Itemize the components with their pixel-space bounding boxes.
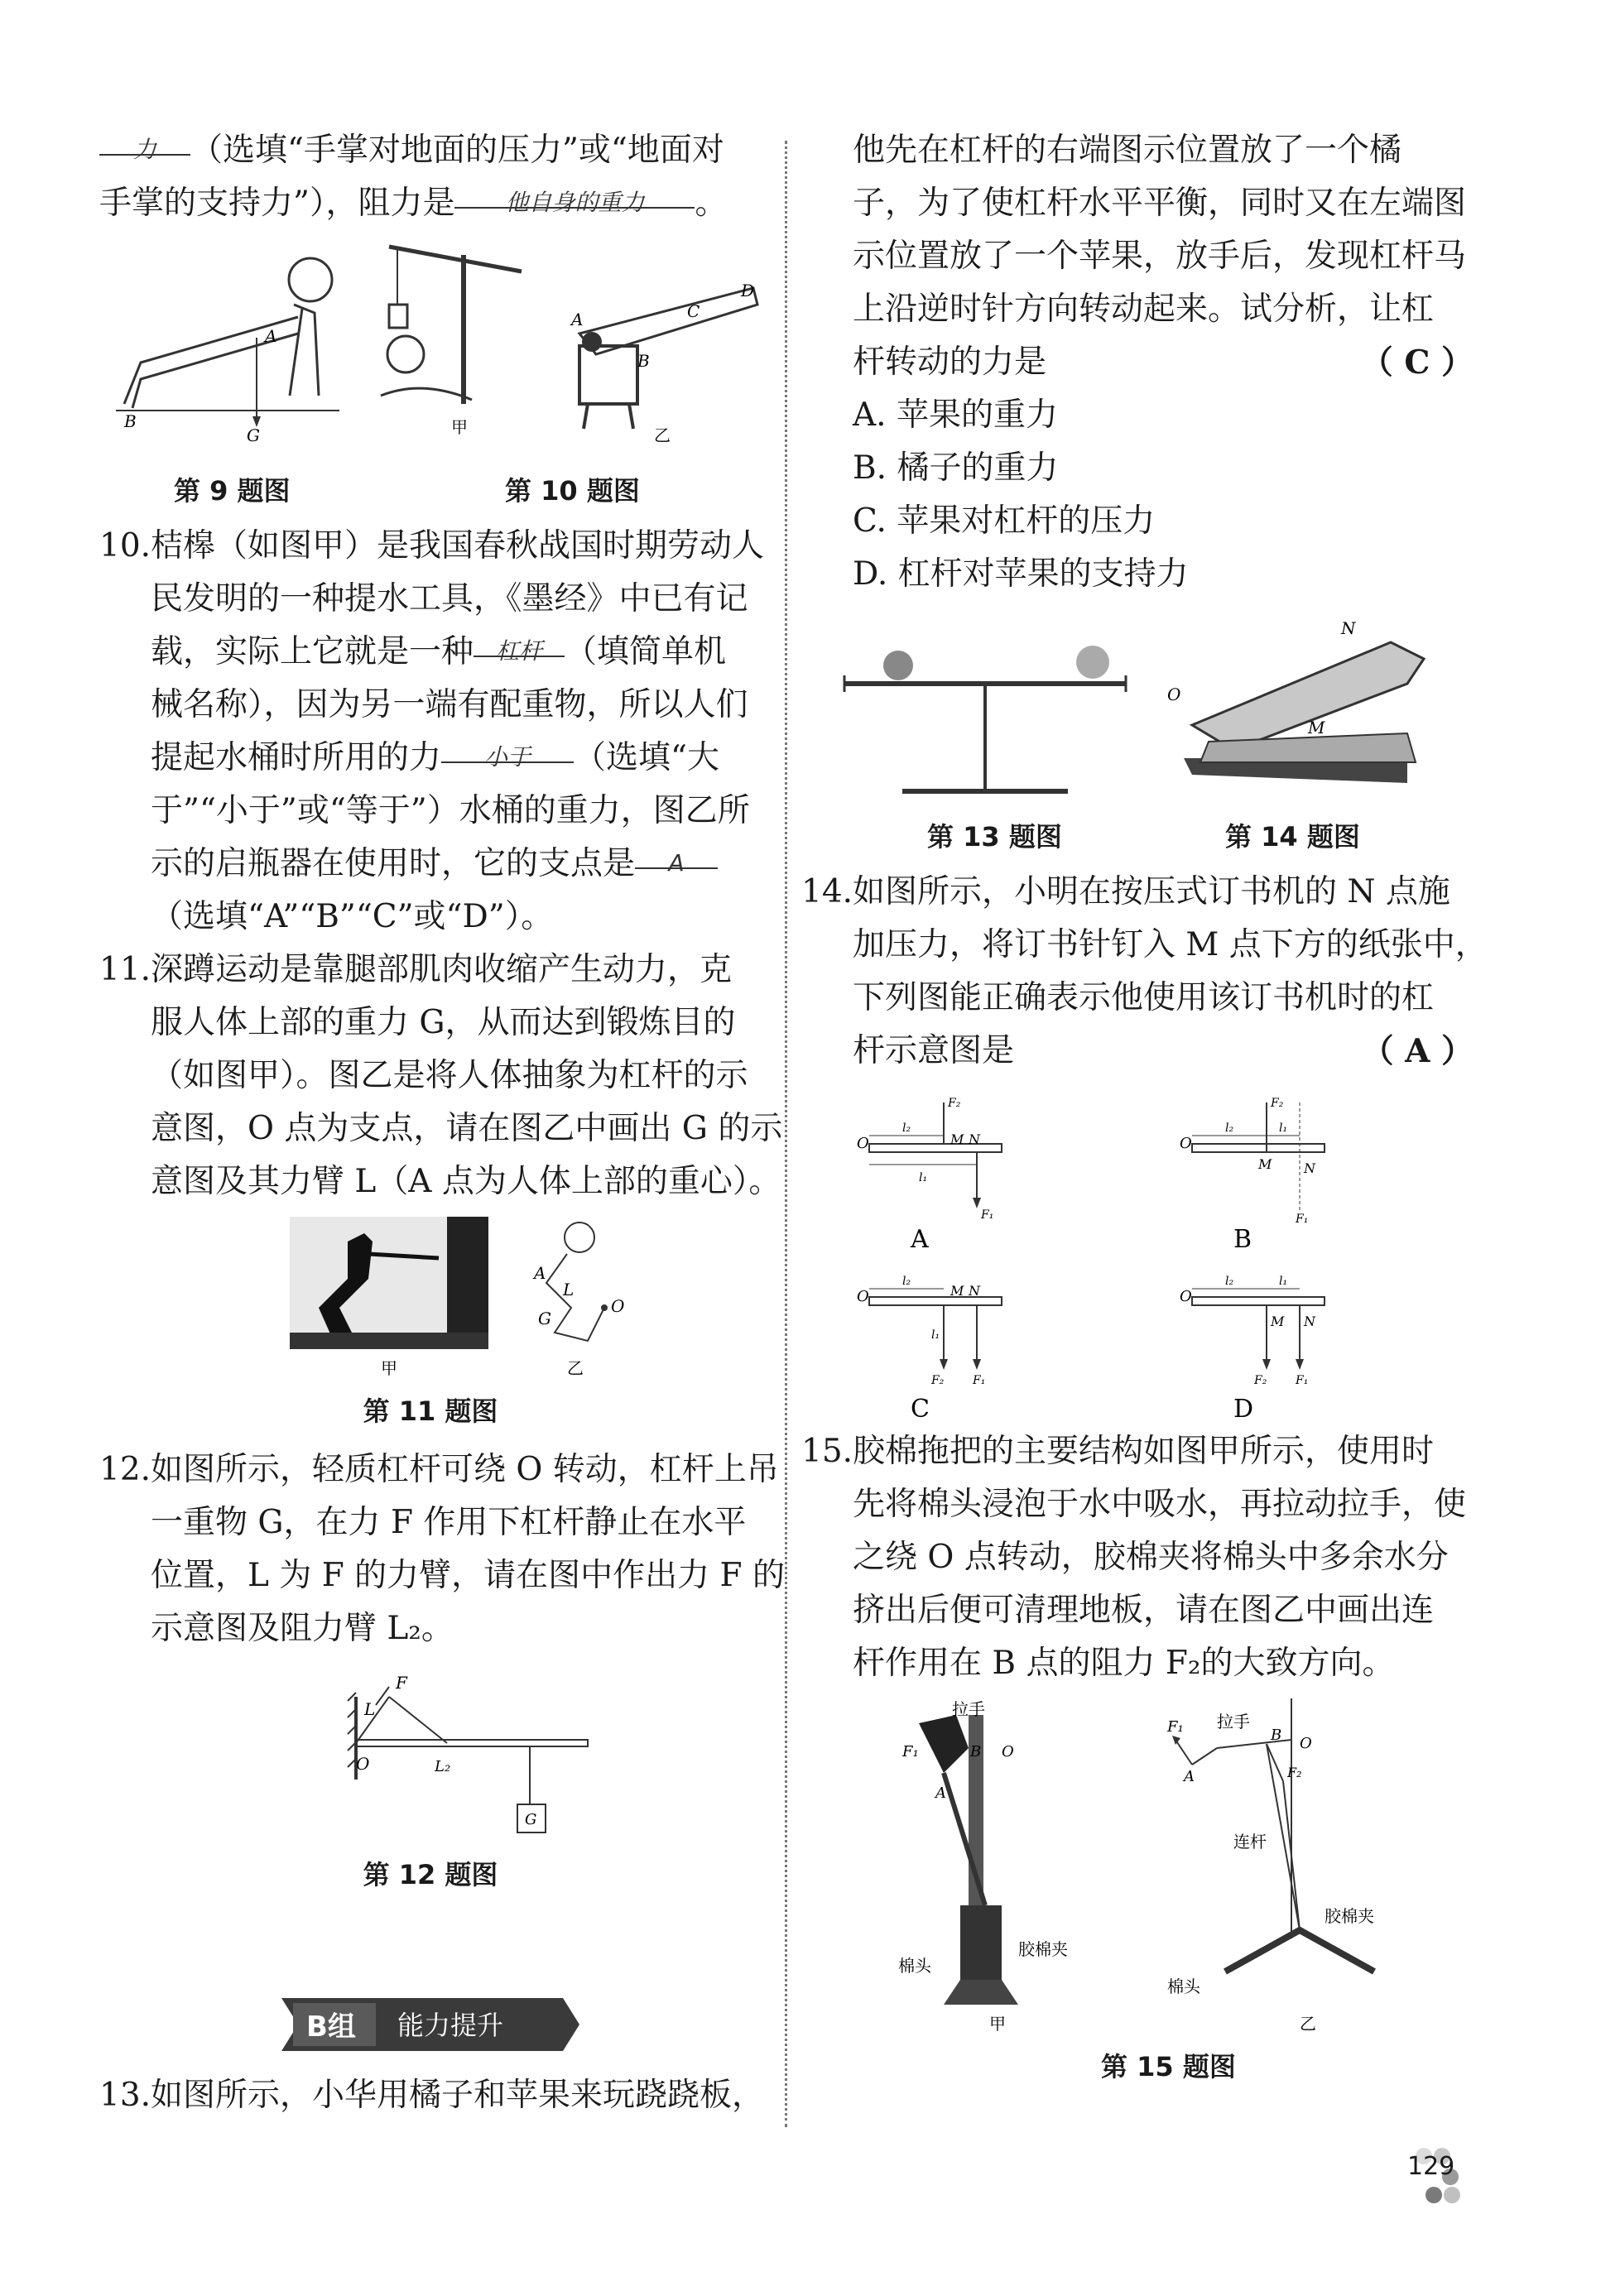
q12-number: 12. (99, 1451, 151, 1488)
left-column (99, 124, 786, 1904)
q14-line1: 如图所示，小明在按压式订书机的 N 点施 (853, 873, 1450, 910)
q15-line4: 挤出后便可清理地板，请在图乙中画出连 (853, 1592, 1435, 1629)
fig15-jia-label-f1: F₁ (902, 1743, 919, 1760)
q13-number: 13. (99, 2077, 151, 2114)
q14a-label-f2: F₂ (948, 1097, 961, 1110)
fig12-label-f: F (396, 1673, 407, 1693)
question-12 (99, 1443, 786, 1655)
q15-line5: 杆作用在 B 点的阻力 F₂的大致方向。 (853, 1645, 1395, 1682)
fig15-jia-label-miantou: 棉头 (898, 1956, 931, 1976)
fig11-label-o: O (611, 1296, 625, 1316)
fig15-label-jia: 甲 (989, 2014, 1006, 2034)
fig10-jia-shaduf-illustration (373, 230, 538, 437)
fig15-yi-label-jiaomianjia: 胶棉夹 (1325, 1906, 1374, 1926)
caption-fig15: 第 15 题图 (1101, 2051, 1236, 2082)
q14d-label-f1: F₁ (1296, 1374, 1309, 1387)
caption-fig13: 第 13 题图 (927, 821, 1062, 853)
caption-fig11: 第 11 题图 (363, 1395, 498, 1427)
fig15-caption-row (828, 2046, 1474, 2096)
fig15-yi-label-liangan: 连杆 (1233, 1832, 1267, 1852)
fig15-yi-label-a: A (1184, 1768, 1195, 1785)
q14b-label-m: M (1258, 1156, 1272, 1172)
fig11-caption-row (99, 1391, 762, 1440)
q10-answer-blank-3: A (635, 838, 718, 869)
q14a-label-f1: F₁ (981, 1208, 994, 1222)
q11-line4: 意图，O 点为支点，请在图乙中画出 G 的示 (151, 1110, 783, 1147)
q14-diagram-c (853, 1256, 1035, 1424)
q14c-label-n: N (969, 1283, 980, 1299)
fig11-label-jia: 甲 (381, 1358, 397, 1378)
section-banner-b (281, 1995, 579, 2054)
q15-line3: 之绕 O 点转动，胶棉夹将棉头中多余水分 (853, 1539, 1449, 1576)
caption-fig14: 第 14 题图 (1225, 821, 1360, 853)
q15-line2: 先将棉头浸泡于水中吸水，再拉动拉手，使 (853, 1486, 1467, 1523)
fig10-label-b: B (637, 351, 650, 371)
fig14-label-o: O (1167, 684, 1181, 704)
fig9-pushup-illustration (108, 238, 356, 445)
right-column (801, 124, 1488, 2096)
q13-option-c: C. 苹果对杠杆的压力 (853, 502, 1156, 540)
q10-line6: 于”“小于”或“等于”）水桶的重力，图乙所 (151, 792, 750, 829)
fig15-yi-label-f2: F₂ (1287, 1765, 1302, 1780)
question-11 (99, 944, 783, 1208)
question-14 (801, 866, 1488, 1078)
fig11-yi-lever-sketch (522, 1217, 646, 1382)
fig9-label-b: B (124, 411, 137, 431)
q11-line2: 服人体上部的重力 G，从而达到锻炼目的 (151, 1004, 736, 1041)
fig13-seesaw (836, 642, 1134, 808)
fig15-yi-label-f1: F₁ (1167, 1718, 1184, 1736)
q14b-label-l2: l₂ (1225, 1122, 1234, 1135)
q14-diagram-d (1176, 1256, 1358, 1424)
q14c-label-o: O (857, 1288, 869, 1305)
column-divider (785, 141, 787, 2127)
q14-diagram-a (853, 1086, 1035, 1254)
question-10 (99, 520, 765, 944)
question-15 (801, 1425, 1474, 1690)
q14-option-label-a: A (911, 1225, 929, 1254)
q14-diagram-b (1176, 1086, 1358, 1254)
q13-line3: 示位置放了一个苹果，放手后，发现杠杆马 (853, 238, 1467, 275)
q10-answer-blank-1: 杠杆 (474, 626, 565, 657)
q9-answer-blank-1: 力 (99, 124, 190, 156)
fig14-stapler (1159, 609, 1440, 808)
q14d-label-l2: l₂ (1225, 1275, 1234, 1288)
q9-end-line1: 力 （选填“手掌对地面的压力”或“地面对 (99, 124, 762, 177)
q14b-label-o: O (1180, 1135, 1192, 1152)
fig12-label-l: L (364, 1699, 376, 1719)
q14d-label-f2: F₂ (1254, 1374, 1267, 1387)
fig12-label-g: G (525, 1811, 537, 1828)
q14c-label-l1: l₁ (931, 1328, 940, 1342)
q10-line7: 示的启瓶器在使用时，它的支点是 (151, 845, 636, 882)
q10-line8: （选填“A”“B”“C”或“D”）。 (151, 898, 554, 935)
fig10-label-d: D (741, 281, 755, 300)
q10-number: 10. (99, 527, 151, 564)
fig11-label-yi: 乙 (567, 1358, 584, 1378)
q14d-label-o: O (1180, 1288, 1192, 1305)
q14a-label-n: N (969, 1131, 980, 1147)
q13-answer: （ C ） (1360, 343, 1474, 382)
q14b-label-f2: F₂ (1271, 1097, 1284, 1110)
caption-fig9: 第 9 题图 (174, 475, 291, 507)
q9-end-line2: 手掌的支持力”），阻力是 他自身的重力 。 (48, 177, 762, 230)
q14a-label-l2: l₂ (902, 1122, 911, 1135)
q14d-label-n: N (1304, 1314, 1315, 1329)
q14-option-label-b: B (1233, 1225, 1252, 1254)
q14d-label-l1: l₁ (1279, 1275, 1288, 1288)
q10-line3b: （填简单机 (565, 633, 727, 670)
q14a-label-l1: l₁ (919, 1171, 928, 1184)
q12-line3: 位置，L 为 F 的力臂，请在图中作出力 F 的 (151, 1557, 786, 1594)
q9-answer-blank-2: 他自身的重力 (454, 177, 695, 209)
fig15-label-yi: 乙 (1300, 2014, 1316, 2034)
fig15-jia-mop-photo (894, 1698, 1142, 2038)
q13-line1: 他先在杠杆的右端图示位置放了一个橘 (853, 132, 1402, 169)
fig14-label-m: M (1308, 718, 1325, 737)
q14a-label-m: M (950, 1131, 964, 1147)
q15-number: 15. (801, 1433, 853, 1470)
fig10-label-c: C (687, 301, 700, 321)
q14-answer: （ A ） (1361, 1032, 1474, 1070)
q14c-label-m: M (950, 1283, 964, 1299)
q14c-label-f1: F₁ (973, 1374, 986, 1387)
q13-line5: 杆转动的力是 (853, 343, 1047, 381)
fig11-label-l: L (563, 1280, 575, 1299)
fig15-yi-label-o: O (1300, 1735, 1312, 1752)
q14c-label-f2: F₂ (931, 1374, 945, 1387)
q14-line4: 杆示意图是 (853, 1032, 1015, 1069)
q10-line4: 械名称），因为另一端有配重物，所以人们 (151, 686, 748, 723)
q10-line5a: 提起水桶时所用的力 (151, 739, 442, 776)
q10-line2: 民发明的一种提水工具，《墨经》中已有记 (151, 580, 748, 617)
fig12-label-o: O (356, 1754, 370, 1774)
caption-fig12: 第 12 题图 (363, 1859, 498, 1890)
q14-option-diagrams (828, 1078, 1474, 1425)
fig10-label-a: A (571, 310, 584, 329)
fig-13-14-row (828, 609, 1474, 816)
fig12-row (99, 1664, 762, 1854)
fig15-yi-label-lashou: 拉手 (1217, 1712, 1250, 1732)
q11-line1: 深蹲运动是靠腿部肌肉收缩产生动力，克 (151, 951, 733, 988)
q13-option-d: D. 杠杆对苹果的支持力 (853, 555, 1189, 593)
q13-line2: 子，为了使杠杆水平平衡，同时又在左端图 (853, 185, 1467, 222)
fig11-jia-squat-photo (290, 1217, 488, 1382)
caption-fig10: 第 10 题图 (505, 475, 640, 507)
fig15-jia-label-b: B (970, 1743, 982, 1760)
fig15-row (828, 1698, 1474, 2046)
q13-line0: 如图所示，小华用橘子和苹果来玩跷跷板， (151, 2077, 765, 2114)
q13-line4: 上沿逆时针方向转动起来。试分析，让杠 (853, 291, 1435, 328)
q14a-label-o: O (857, 1135, 869, 1152)
q14-option-label-c: C (911, 1395, 930, 1424)
fig11-label-g: G (538, 1309, 551, 1328)
q14-line2: 加压力，将订书针钉入 M 点下方的纸张中， (853, 926, 1488, 963)
fig9-label-g: G (247, 425, 260, 445)
q14b-label-n: N (1304, 1160, 1315, 1176)
fig12-caption-row (99, 1854, 762, 1904)
q12-line4: 示意图及阻力臂 L₂。 (151, 1610, 454, 1647)
q11-number: 11. (99, 951, 151, 988)
fig14-label-n: N (1341, 618, 1356, 638)
fig15-yi-label-miantou: 棉头 (1167, 1977, 1200, 1996)
fig15-jia-label-a: A (935, 1784, 946, 1802)
q10-line5b: （选填“大 (574, 739, 719, 776)
fig15-yi-label-b: B (1271, 1727, 1282, 1744)
q12-line1: 如图所示，轻质杠杆可绕 O 转动，杠杆上吊 (151, 1451, 779, 1488)
fig9-label-a: A (265, 326, 277, 346)
banner-group-label: B组 (306, 2010, 356, 2044)
q13-option-a: A. 苹果的重力 (853, 396, 1058, 434)
fig12-lever-diagram (331, 1664, 596, 1854)
q14b-label-f1: F₁ (1296, 1213, 1309, 1226)
fig15-jia-label-o: O (1002, 1743, 1014, 1760)
fig10-label-yi: 乙 (654, 425, 671, 445)
q14-number: 14. (801, 873, 853, 910)
fig11-row (99, 1217, 762, 1391)
fig12-label-l2: L₂ (435, 1758, 451, 1775)
fig10-yi-bottle-opener (563, 263, 770, 445)
q14-option-label-d: D (1233, 1395, 1254, 1424)
q11-line3: （如图甲）。图乙是将人体抽象为杠杆的示 (151, 1057, 748, 1094)
fig15-jia-label-jiaomianjia: 胶棉夹 (1018, 1939, 1068, 1959)
q14b-label-l1: l₁ (1279, 1122, 1288, 1135)
fig-9-10-row (99, 230, 762, 470)
q14c-label-l2: l₂ (902, 1275, 911, 1288)
fig-9-10-captions (99, 470, 762, 520)
page-number: 129 (1407, 2152, 1455, 2181)
q12-line2: 一重物 G，在力 F 作用下杠杆静止在水平 (151, 1504, 747, 1541)
question-13-continued (828, 124, 1474, 601)
q13-first-line (99, 2069, 765, 2122)
q13-option-b: B. 橘子的重力 (853, 449, 1059, 487)
q14d-label-m: M (1271, 1314, 1285, 1329)
fig15-jia-label-lashou: 拉手 (952, 1699, 985, 1719)
q10-line1: 桔槔（如图甲）是我国春秋战国时期劳动人 (151, 527, 765, 564)
fig-13-14-captions (828, 816, 1474, 866)
fig10-label-jia: 甲 (451, 417, 468, 437)
q10-answer-blank-2: 小于 (441, 732, 574, 763)
q11-line5: 意图及其力臂 L（A 点为人体上部的重心）。 (151, 1163, 781, 1200)
banner-title: 能力提升 (397, 2010, 504, 2041)
fig15-yi-mop-sketch (1159, 1698, 1424, 2038)
q14-line3: 下列图能正确表示他使用该订书机时的杠 (853, 979, 1435, 1016)
fig11-label-a: A (534, 1263, 546, 1283)
q10-line3a: 载，实际上它就是一种 (151, 633, 474, 670)
q15-line1: 胶棉拖把的主要结构如图甲所示，使用时 (853, 1433, 1435, 1470)
